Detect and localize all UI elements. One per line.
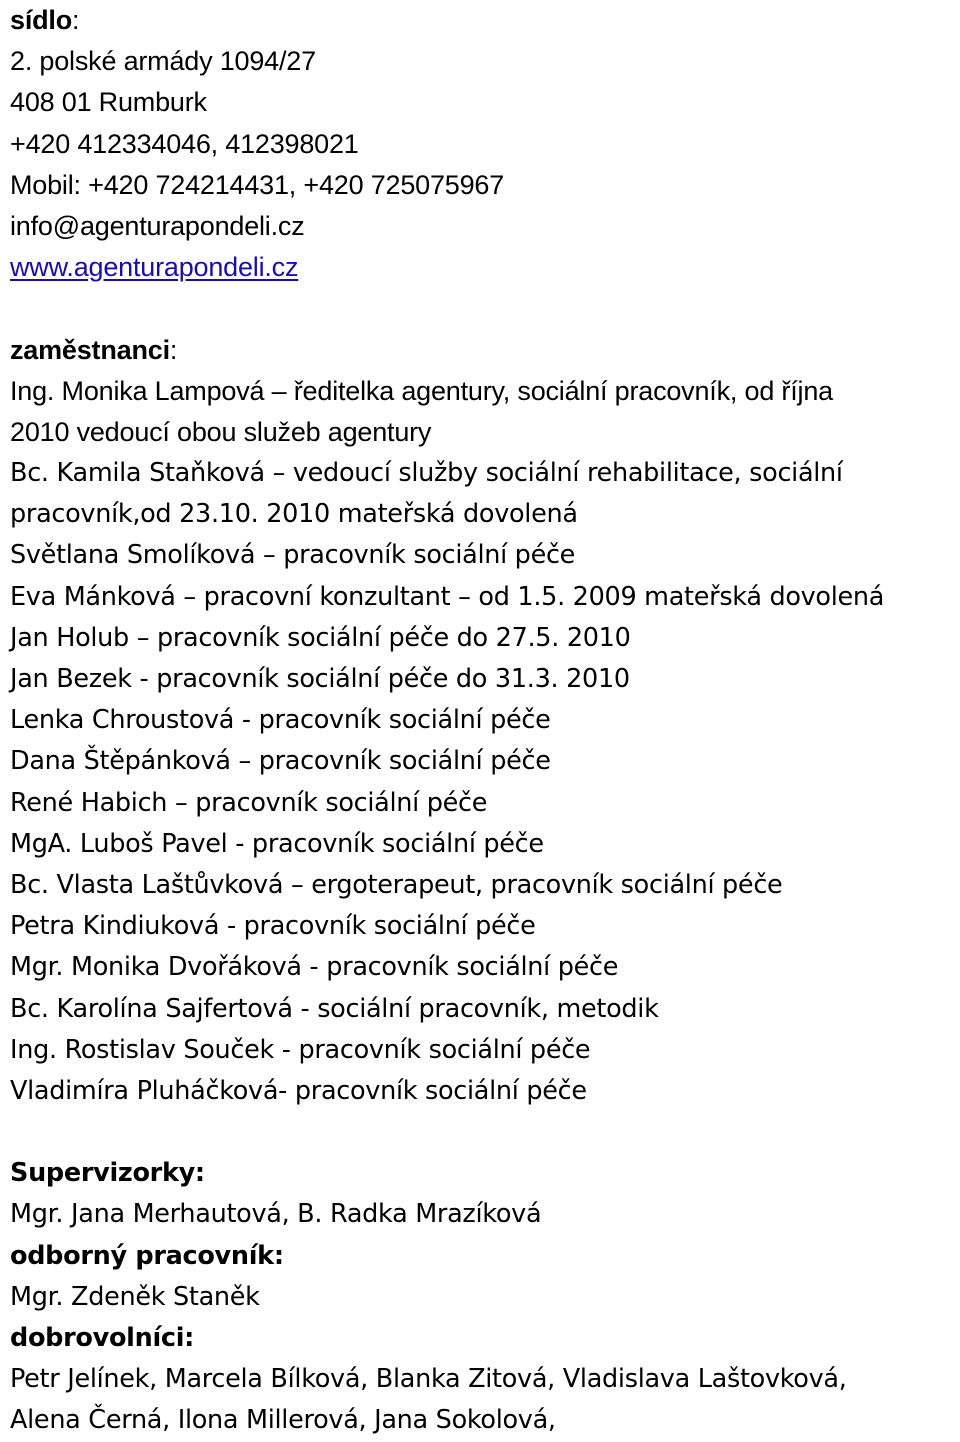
employee-line: Jan Bezek - pracovník sociální péče do 31.3. 2010 — [10, 664, 630, 694]
employee-line: MgA. Luboš Pavel - pracovník sociální péče — [10, 828, 544, 859]
employee-line: Bc. Karolína Sajfertová - sociální pracovník, metodik — [10, 993, 659, 1024]
employee-line: Bc. Vlasta Laštůvková – ergoterapeut, pracovník sociální péče — [10, 869, 783, 900]
spacer — [10, 1112, 960, 1153]
employee-line: Ing. Rostislav Souček - pracovník sociální péče — [10, 1034, 591, 1065]
sidlo-heading-line — [10, 0, 960, 41]
odborny-name: Mgr. Zdeněk Staněk — [10, 1281, 260, 1312]
zamestnanci-heading-line — [10, 330, 960, 371]
email-address: info@agenturapondeli.cz — [10, 210, 305, 241]
employee-line: Petra Kindiuková - pracovník sociální péče — [10, 911, 536, 942]
employee-line: Bc. Kamila Staňková – vedoucí služby sociální rehabilitace, sociální — [10, 458, 843, 489]
employee-line: Eva Mánková – pracovní konzultant – od 1.5. 2009 mateřská dovolená — [10, 581, 885, 612]
phone-numbers: +420 412334046, 412398021 — [10, 128, 359, 159]
employee-line: 2010 vedoucí obou služeb agentury — [10, 416, 432, 447]
web-address-line — [10, 247, 960, 288]
website-link[interactable]: www.agenturapondeli.cz — [10, 252, 299, 283]
volunteers-line: Petr Jelínek, Marcela Bílková, Blanka Zitová, Vladislava Laštovková, — [10, 1364, 847, 1395]
document-page — [10, 0, 960, 1442]
employee-line: René Habich – pracovník sociální péče — [10, 787, 488, 818]
supervizorky-names: Mgr. Jana Merhautová, B. Radka Mrazíková — [10, 1199, 542, 1230]
employee-line: Dana Štěpánková – pracovník sociální péče — [10, 746, 551, 777]
mobile-numbers: Mobil: +420 724214431, +420 725075967 — [10, 169, 505, 200]
odborny-heading: odborný pracovník: — [10, 1240, 284, 1271]
zamestnanci-heading: zaměstnanci — [10, 334, 170, 365]
employee-line: Lenka Chroustová - pracovník sociální péče — [10, 705, 551, 736]
spacer — [10, 288, 960, 329]
address-street: 2. polské armády 1094/27 — [10, 46, 316, 77]
employee-line: Vladimíra Pluháčková- pracovník sociální péče — [10, 1075, 587, 1106]
employee-line: Jan Holub – pracovník sociální péče do 27.5. 2010 — [10, 622, 631, 653]
employee-line: Mgr. Monika Dvořáková - pracovník sociální péče — [10, 952, 619, 983]
volunteers-line: Alena Černá, Ilona Millerová, Jana Sokolová, — [10, 1405, 556, 1436]
supervizorky-heading: Supervizorky: — [10, 1158, 205, 1189]
employee-line: Světlana Smolíková – pracovník sociální péče — [10, 540, 576, 571]
dobrovolnici-heading: dobrovolníci: — [10, 1323, 195, 1353]
zamestnanci-heading-colon: : — [169, 334, 178, 365]
address-city: 408 01 Rumburk — [10, 87, 207, 118]
sidlo-heading-colon: : — [72, 5, 80, 35]
sidlo-heading: sídlo — [10, 5, 73, 35]
employee-line: Ing. Monika Lampová – ředitelka agentury, sociální pracovník, od října — [10, 375, 833, 406]
employee-line: pracovník,od 23.10. 2010 mateřská dovolená — [10, 499, 578, 530]
